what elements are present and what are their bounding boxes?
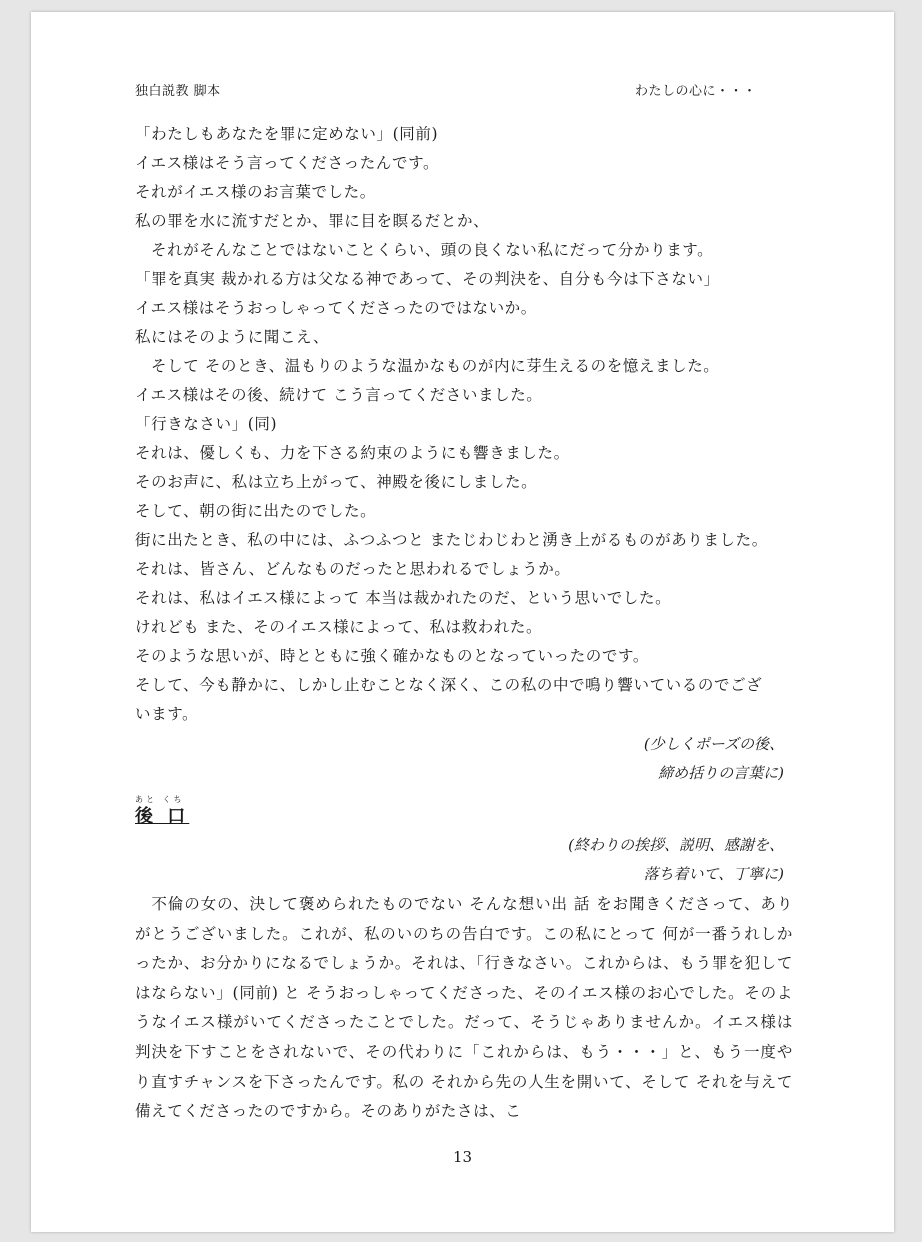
- text-line: そして、今も静かに、しかし止むことなく深く、この私の中で鳴り響いているのでござ: [135, 676, 763, 694]
- page-number: 13: [452, 1148, 473, 1166]
- text-line: イエス様はその後、続けて こう言ってくださいました。: [135, 386, 543, 404]
- text-line: それは、皆さん、どんなものだったと思われるでしょうか。: [135, 560, 571, 578]
- text-line: 私の罪を水に流すだとか、罪に目を瞑るだとか、: [135, 212, 490, 230]
- text-line: けれども また、そのイエス様によって、私は救われた。: [135, 618, 543, 636]
- stage-direction: (少しくポーズの後、: [643, 735, 784, 753]
- text-line: 私にはそのように聞こえ、: [135, 328, 330, 346]
- text-line: 「行きなさい」(同): [135, 415, 278, 433]
- header-title: 独白説教 脚本: [135, 84, 221, 99]
- text-line: それは、私はイエス様によって 本当は裁かれたのだ、という思いでした。: [135, 589, 672, 607]
- text-line: 「わたしもあなたを罪に定めない」(同前): [135, 125, 439, 143]
- text-line: そのお声に、私は立ち上がって、神殿を後にしました。: [135, 473, 538, 491]
- text-line: 街に出たとき、私の中には、ふつふつと またじわじわと湧き上がるものがありました。: [135, 531, 768, 549]
- section-heading-ruby: あと くち: [135, 795, 185, 804]
- text-line: そして、朝の街に出たのでした。: [135, 502, 377, 520]
- text-line: 「罪を真実 裁かれる方は父なる神であって、その判決を、自分も今は下さない」: [135, 270, 720, 288]
- stage-direction: (終わりの挨拶、説明、感謝を、: [568, 836, 784, 854]
- text-line: います。: [135, 705, 199, 723]
- body-paragraph: [135, 890, 793, 1127]
- text-line: それは、優しくも、力を下さる約束のようにも響きました。: [135, 444, 570, 462]
- document-page: [31, 12, 894, 1232]
- header-subtitle: わたしの心に・・・: [635, 84, 757, 99]
- stage-direction: 締め括りの言葉に): [658, 764, 784, 782]
- text-line: そして そのとき、温もりのような温かなものが内に芽生えるのを憶えました。: [151, 357, 720, 375]
- text-line: それがそんなことではないことくらい、頭の良くない私にだって分かります。: [151, 241, 714, 259]
- stage-direction: 落ち着いて、丁寧に): [643, 865, 784, 883]
- text-line: そのような思いが、時とともに強く確かなものとなっていったのです。: [135, 647, 649, 665]
- text-line: それがイエス様のお言葉でした。: [135, 183, 376, 201]
- text-line: イエス様はそう言ってくださったんです。: [135, 154, 440, 172]
- body-paragraph-text: 不倫の女の、決して褒められたものでない そんな想い出 話 をお聞きくださって、ありがとうございました。これが、私のいのちの告白です。この私にとって 何が一番うれしかったか、お分かりになるでしょうか。それは、「行きなさい。これからは、もう罪を犯してはならない」(同前) と そうおっしゃってくださった、そのイエス様のお心でした。そのようなイエス様がいてくださったことでした。だって、そうじゃありませんか。イエス様は判決を下すことをされないで、その代わりに「これからは、もう・・・」と、もう一度やり直すチャンスを下さったんです。私の それから先の人生を開いて、そして それを与えて備えてくださったのですから。そのありがたさは、こ: [135, 895, 793, 1121]
- text-line: イエス様はそうおっしゃってくださったのではないか。: [135, 299, 537, 317]
- section-heading: 後 口: [135, 806, 190, 827]
